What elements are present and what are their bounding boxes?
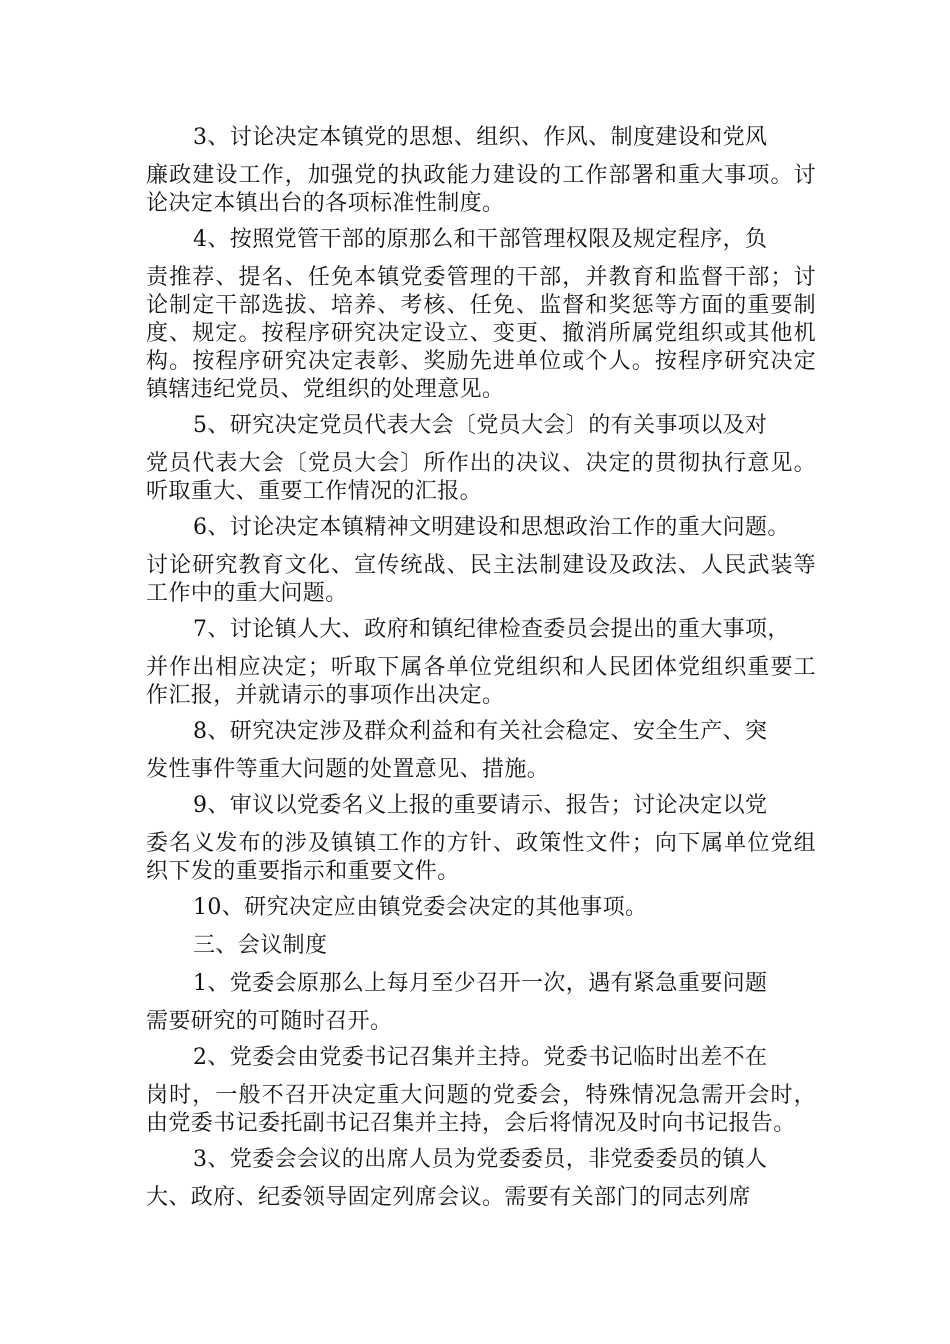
paragraph-continuation: 并作出相应决定；听取下属各单位党组织和人民团体党组织重要工作汇报，并就请示的事项作出决定。 xyxy=(146,655,816,708)
paragraph-continuation: 发性事件等重大问题的处置意见、措施。 xyxy=(146,757,550,782)
paragraph-continuation: 委名义发布的涉及镇镇工作的方针、政策性文件；向下属单位党组织下发的重要指示和重要文件。 xyxy=(146,831,816,884)
paragraph-first-line: 7、讨论镇人大、政府和镇纪律检查委员会提出的重大事项， xyxy=(193,617,790,642)
paragraph-continuation: 需要研究的可随时召开。 xyxy=(146,1009,393,1034)
paragraph-first-line: 5、研究决定党员代表大会〔党员大会〕的有关事项以及对 xyxy=(193,413,768,438)
paragraph xyxy=(146,1044,816,1138)
section-heading xyxy=(146,932,816,960)
paragraph xyxy=(146,792,816,886)
paragraph xyxy=(146,894,816,922)
document-body xyxy=(146,124,816,1220)
paragraph-continuation: 党员代表大会〔党员大会〕所作出的决议、决定的贯彻执行意见。听取重大、重要工作情况的汇报。 xyxy=(146,451,816,504)
paragraph-first-line: 3、党委会会议的出席人员为党委委员，非党委委员的镇人 xyxy=(193,1147,768,1172)
paragraph-continuation: 廉政建设工作，加强党的执政能力建设的工作部署和重大事项。讨论决定本镇出台的各项标准性制度。 xyxy=(146,163,816,216)
paragraph xyxy=(146,226,816,404)
paragraph xyxy=(146,718,816,784)
paragraph-continuation: 大、政府、纪委领导固定列席会议。需要有关部门的同志列席 xyxy=(146,1185,751,1210)
paragraph-continuation: 责推荐、提名、任免本镇党委管理的干部，并教育和监督干部；讨论制定干部选拔、培养、考核、任免、监督和奖惩等方面的重要制度、规定。按程序研究决定设立、变更、撤消所属党组织或其他机构。按程序研究决定表彰、奖励先进单位或个人。按程序研究决定镇辖违纪党员、党组织的处理意见。 xyxy=(146,265,816,402)
paragraph-first-line: 9、审议以党委名义上报的重要请示、报告；讨论决定以党 xyxy=(193,793,768,818)
section-heading-text: 三、会议制度 xyxy=(193,933,328,958)
paragraph-first-line: 4、按照党管干部的原那么和干部管理权限及规定程序，负 xyxy=(193,227,768,252)
paragraph-first-line: 8、研究决定涉及群众利益和有关社会稳定、安全生产、突 xyxy=(193,719,768,744)
paragraph xyxy=(146,412,816,506)
paragraph-continuation: 讨论研究教育文化、宣传统战、民主法制建设及政法、人民武装等工作中的重大问题。 xyxy=(146,553,816,606)
paragraph xyxy=(146,970,816,1036)
paragraph-first-line: 2、党委会由党委书记召集并主持。党委书记临时出差不在 xyxy=(193,1045,768,1070)
paragraph-first-line: 3、讨论决定本镇党的思想、组织、作风、制度建设和党风 xyxy=(193,125,768,150)
paragraph-first-line: 6、讨论决定本镇精神文明建设和思想政治工作的重大问题。 xyxy=(193,515,790,540)
paragraph xyxy=(146,514,816,608)
paragraph-first-line: 10、研究决定应由镇党委会决定的其他事项。 xyxy=(193,895,648,920)
paragraph xyxy=(146,1146,816,1212)
paragraph-first-line: 1、党委会原那么上每月至少召开一次，遇有紧急重要问题 xyxy=(193,971,768,996)
paragraph-continuation: 岗时，一般不召开决定重大问题的党委会，特殊情况急需开会时，由党委书记委托副书记召集并主持，会后将情况及时向书记报告。 xyxy=(146,1083,816,1136)
paragraph xyxy=(146,124,816,218)
paragraph xyxy=(146,616,816,710)
